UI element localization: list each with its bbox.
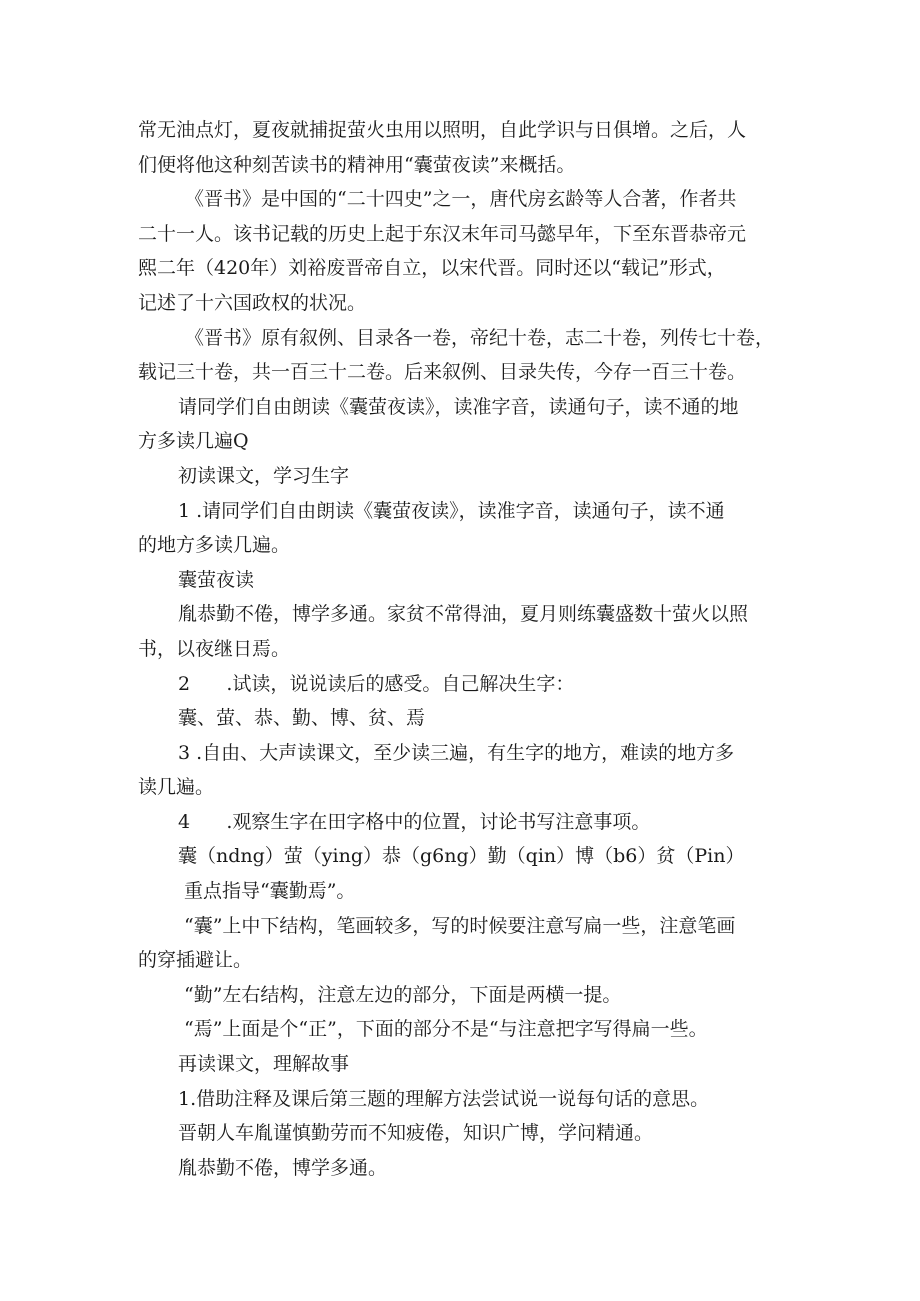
paragraph-line: 胤恭勤不倦，博学多通。 [178,1156,388,1179]
text-title: 囊萤夜读 [178,568,255,591]
paragraph-line: 读几遍。 [138,776,215,799]
paragraph-line: 《晋书》原有叙例、目录各一卷，帝纪十卷，志二十卷，列传七十卷， [185,326,775,349]
paragraph-line: 《晋书》是中国的“二十四史”之一，唐代房玄龄等人合著，作者共 [185,188,737,211]
paragraph-line: 晋朝人车胤谨慎勤劳而不知疲倦，知识广博，学问精通。 [178,1122,654,1145]
document-body [138,113,798,1185]
numbered-item: 2 .试读，说说读后的感受。自己解决生字： [178,672,575,695]
numbered-item: 1.借助注释及课后第三题的理解方法尝试说一说每句话的意思。 [178,1087,710,1110]
paragraph-line: 们便将他这种刻苦读书的精神用“囊萤夜读”来概括。 [138,153,576,176]
paragraph-line: 熙二年（420年）刘裕废晋帝自立，以宋代晋。同时还以“载记”形式， [138,257,726,280]
numbered-item: 4 .观察生字在田字格中的位置，讨论书写注意事项。 [178,810,651,833]
paragraph-line: 重点指导“囊勤焉”。 [184,880,356,903]
paragraph-line: “囊”上中下结构，笔画较多，写的时候要注意写扁一些，注意笔画 [184,914,736,937]
paragraph-line: 请同学们自由朗读《囊萤夜读》，读准字音，读通句子，读不通的地 [178,395,739,418]
numbered-item: 3 .自由、大声读课文，至少读三遍，有生字的地方，难读的地方多 [178,741,735,764]
paragraph-line: 记述了十六国政权的状况。 [138,291,367,314]
paragraph-line: 的穿插避让。 [138,949,253,972]
paragraph-line: 书，以夜继日焉。 [138,637,291,660]
paragraph-line: 的地方多读几遍。 [138,534,291,557]
paragraph-line: 方多读几遍Q [138,430,249,453]
section-heading: 初读课文，学习生字 [178,464,350,487]
paragraph-line: “勤”左右结构，注意左边的部分，下面是两横一提。 [184,983,622,1006]
numbered-item: 1 .请同学们自由朗读《囊萤夜读》，读准字音，读通句子，读不通 [178,499,725,522]
section-heading: 再读课文，理解故事 [178,1053,350,1076]
paragraph-line: 载记三十卷，共一百三十二卷。后来叙例、目录失传，今存一百三十卷。 [138,361,747,384]
pinyin-line: 囊（ndng）萤（ying）恭（g6ng）勤（qin）博（b6）贫（Pin） [178,845,745,868]
paragraph-line: “焉”上面是个“正”，下面的部分不是“与注意把字写得扁一些。 [184,1018,708,1041]
paragraph-line: 常无油点灯，夏夜就捕捉萤火虫用以照明，自此学识与日俱增。之后，人 [138,119,747,141]
paragraph-line: 二十一人。该书记载的历史上起于东汉末年司马懿早年，下至东晋恭帝元 [138,222,747,245]
character-list: 囊、萤、恭、勤、博、贫、焉 [178,707,426,730]
paragraph-line: 胤恭勤不倦，博学多通。家贫不常得油，夏月则练囊盛数十萤火以照 [178,603,749,626]
